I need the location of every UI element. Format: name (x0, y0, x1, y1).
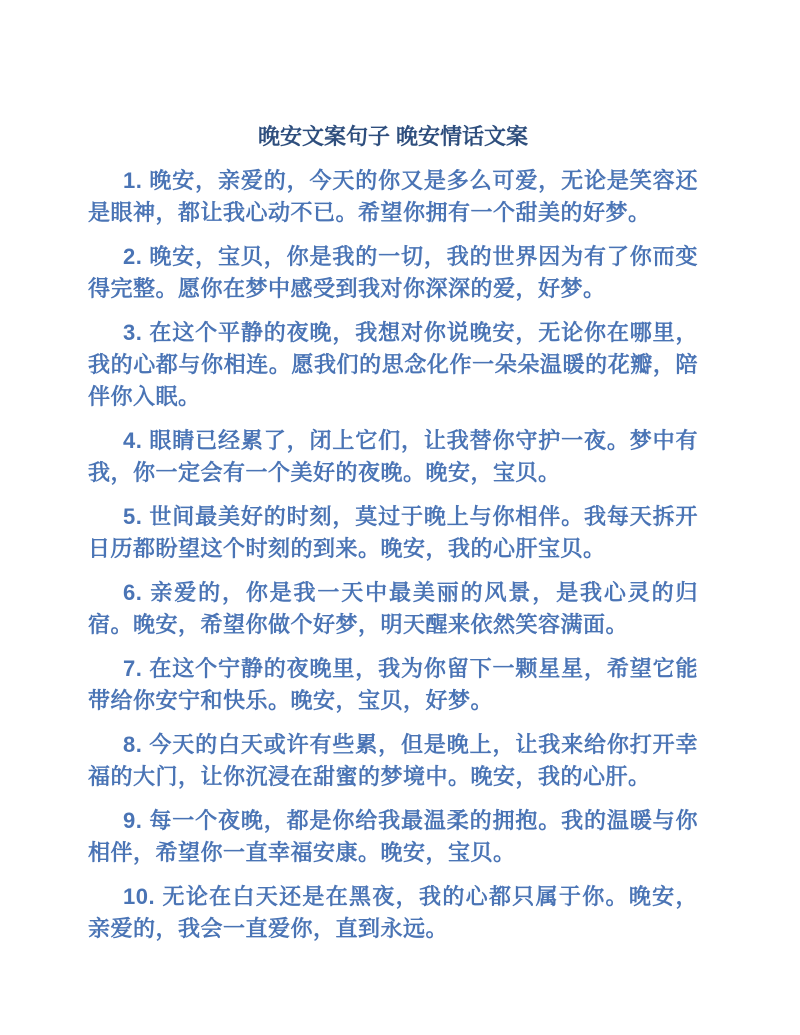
paragraph-6: 6. 亲爱的，你是我一天中最美丽的风景，是我心灵的归宿。晚安，希望你做个好梦，明天醒来依然笑容满面。 (88, 580, 698, 637)
paragraph-4: 4. 眼睛已经累了，闭上它们，让我替你守护一夜。梦中有我，你一定会有一个美好的夜晚。晚安，宝贝。 (88, 428, 698, 485)
paragraph-2: 2. 晚安，宝贝，你是我的一切，我的世界因为有了你而变得完整。愿你在梦中感受到我对你深深的爱，好梦。 (88, 244, 698, 301)
page-title: 晚安文案句子 晚安情话文案 (257, 124, 529, 149)
paragraph-7: 7. 在这个宁静的夜晚里，我为你留下一颗星星，希望它能带给你安宁和快乐。晚安，宝贝，好梦。 (88, 656, 698, 713)
paragraph-8: 8. 今天的白天或许有些累，但是晚上，让我来给你打开幸福的大门，让你沉浸在甜蜜的梦境中。晚安，我的心肝。 (88, 732, 698, 789)
paragraph-list (88, 165, 698, 945)
paragraph-5: 5. 世间最美好的时刻，莫过于晚上与你相伴。我每天拆开日历都盼望这个时刻的到来。晚安，我的心肝宝贝。 (88, 504, 698, 561)
paragraph-10: 10. 无论在白天还是在黑夜，我的心都只属于你。晚安，亲爱的，我会一直爱你，直到永远。 (88, 884, 698, 941)
paragraph-9: 9. 每一个夜晚，都是你给我最温柔的拥抱。我的温暖与你相伴，希望你一直幸福安康。晚安，宝贝。 (88, 808, 698, 865)
paragraph-1: 1. 晚安，亲爱的，今天的你又是多么可爱，无论是笑容还是眼神，都让我心动不已。希望你拥有一个甜美的好梦。 (88, 168, 698, 225)
paragraph-3: 3. 在这个平静的夜晚，我想对你说晚安，无论你在哪里，我的心都与你相连。愿我们的思念化作一朵朵温暖的花瓣，陪伴你入眠。 (88, 320, 698, 409)
